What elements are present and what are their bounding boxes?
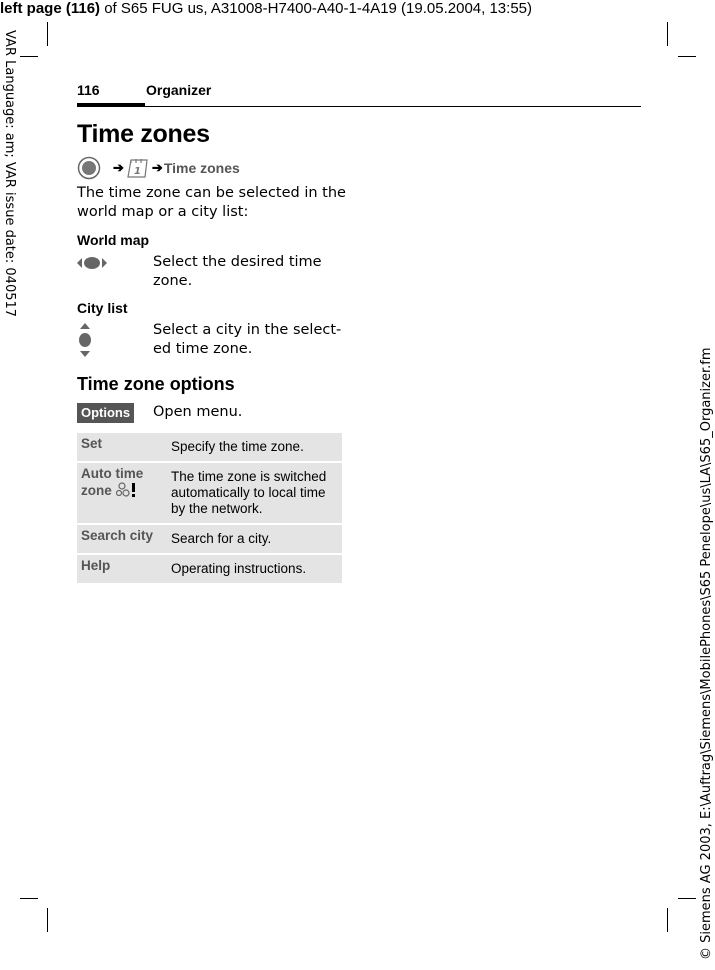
- table-row: [77, 525, 342, 553]
- file-header-rest: of S65 FUG us, A31008-H7400-A40-1-4A19 (19.05.2004, 13:55): [100, 0, 532, 17]
- svg-text:1: 1: [133, 166, 141, 177]
- arrow-icon: ➔: [113, 160, 124, 175]
- option-description: Specify the time zone.: [167, 433, 342, 461]
- option-name: Help: [77, 555, 167, 583]
- table-row: [77, 463, 342, 523]
- option-description: Operating instructions.: [167, 555, 342, 583]
- world-map-heading: World map: [77, 232, 150, 248]
- page-number: 116: [77, 82, 100, 98]
- up-down-key-icon: [78, 323, 92, 357]
- crop-mark: [667, 22, 668, 46]
- arrow-icon: ➔: [151, 160, 163, 175]
- table-row: [77, 433, 342, 461]
- left-margin-note: VAR Language: am; VAR issue date: 040517: [2, 30, 17, 318]
- right-margin-note: © Siemens AG 2003, E:\Auftrag\Siemens\MobilePhones\S65 Penelope\us\LA\S65_Organizer.fm: [699, 347, 714, 960]
- crop-mark: [47, 908, 48, 932]
- intro-text: The time zone can be selected in the world map or a city list:: [77, 185, 346, 220]
- menu-path-target: Time zones: [163, 160, 240, 176]
- options-table: [77, 431, 342, 585]
- header-rule-thick: [77, 103, 145, 107]
- file-header-prefix: left page (116): [0, 0, 101, 17]
- file-header: [0, 0, 532, 17]
- options-heading: Time zone options: [77, 374, 235, 394]
- world-map-instruction: Select the desired time zone.: [153, 254, 322, 289]
- option-name: Set: [77, 433, 167, 461]
- options-softkey: Options: [77, 403, 134, 423]
- option-description: Search for a city.: [167, 525, 342, 553]
- crop-mark: [678, 56, 696, 57]
- crop-mark: [20, 56, 38, 57]
- network-service-icon: [116, 482, 138, 498]
- city-list-heading: City list: [77, 300, 128, 316]
- page-title: Time zones: [77, 120, 210, 148]
- table-row: [77, 555, 342, 583]
- softkey-action: Open menu.: [153, 404, 243, 420]
- option-name: Search city: [77, 525, 167, 553]
- crop-mark: [678, 898, 696, 899]
- crop-mark: [667, 908, 668, 932]
- crop-mark: [20, 898, 38, 899]
- crop-mark: [47, 22, 48, 46]
- navigation-key-icon: [77, 156, 101, 180]
- option-description: The time zone is switched automatically to local time by the network.: [167, 463, 342, 523]
- option-name: Auto time zone: [81, 466, 144, 498]
- header-rule: [144, 106, 641, 107]
- left-right-key-icon: [77, 256, 107, 270]
- organizer-calendar-icon: [125, 156, 151, 180]
- menu-path: [77, 156, 240, 180]
- option-name-cell: [77, 463, 167, 523]
- section-title: Organizer: [146, 82, 212, 98]
- city-list-instruction: Select a city in the select-ed time zone.: [153, 322, 342, 357]
